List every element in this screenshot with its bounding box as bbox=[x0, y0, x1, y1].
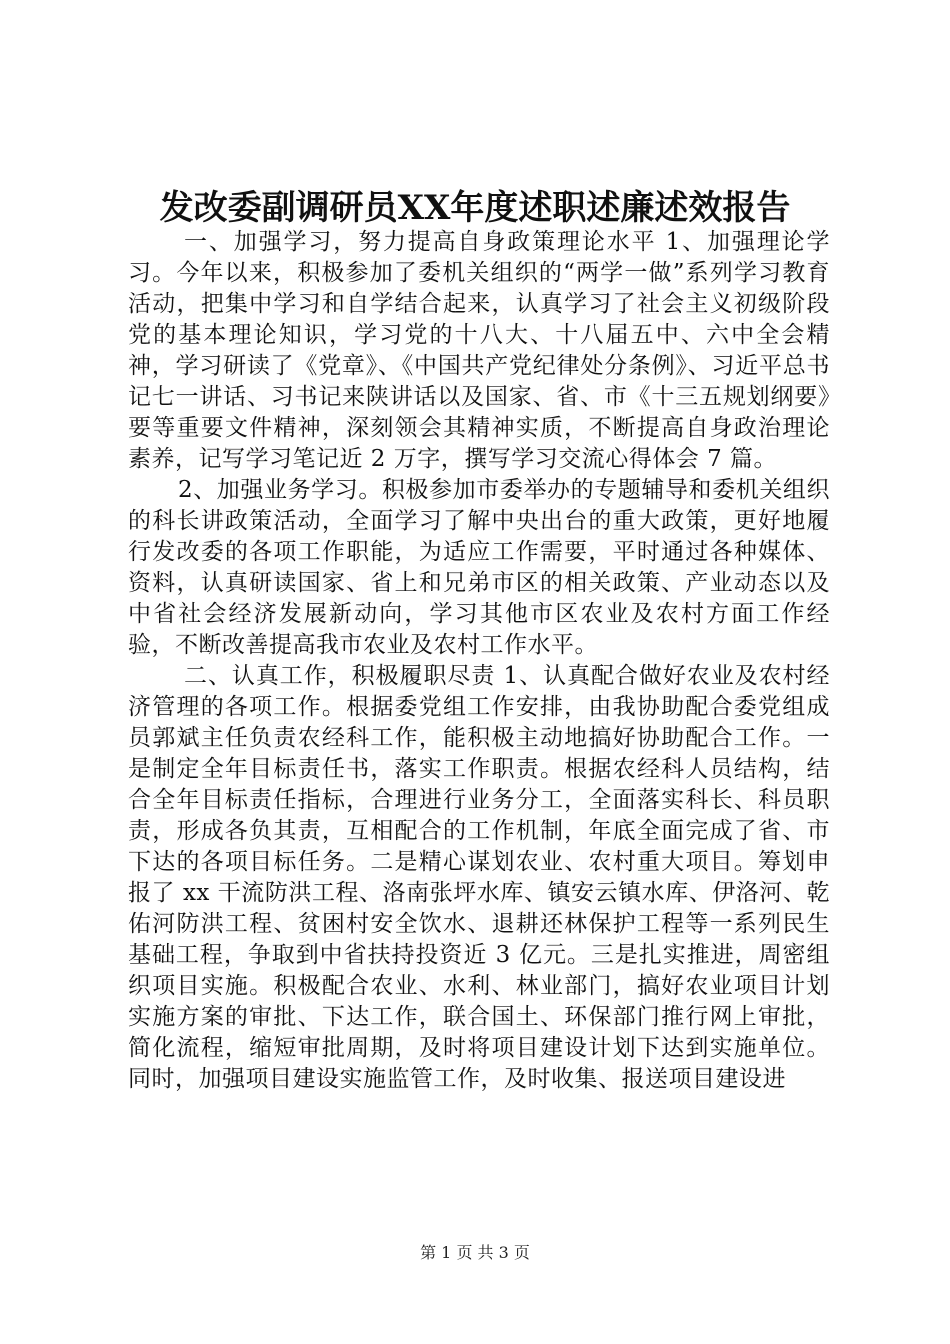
document-body bbox=[128, 227, 830, 1095]
paragraph: 二、认真工作，积极履职尽责 1、认真配合做好农业及农村经济管理的各项工作。根据委党组工作安排，由我协助配合委党组成员郭斌主任负责农经科工作，能积极主动地搞好协助配合工作。一是制定全年目标责任书，落实工作职责。根据农经科人员结构，结合全年目标责任指标，合理进行业务分工，全面落实科长、科员职责，形成各负其责，互相配合的工作机制，年底全面完成了省、市下达的各项目标任务。二是精心谋划农业、农村重大项目。筹划申报了 xx 干流防洪工程、洛南张坪水库、镇安云镇水库、伊洛河、乾佑河防洪工程、贫困村安全饮水、退耕还林保护工程等一系列民生基础工程，争取到中省扶持投资近 3 亿元。三是扎实推进，周密组织项目实施。积极配合农业、水利、林业部门，搞好农业项目计划实施方案的审批、下达工作，联合国土、环保部门推行网上审批，简化流程，缩短审批周期，及时将项目建设计划下达到实施单位。同时，加强项目建设实施监管工作，及时收集、报送项目建设进 bbox=[128, 663, 830, 1092]
document-title: 发改委副调研员XX年度述职述廉述效报告 bbox=[159, 188, 791, 228]
page-number: 第 1 页 bbox=[420, 1243, 473, 1262]
page-footer bbox=[0, 1242, 950, 1264]
page-total: 共 3 页 bbox=[477, 1243, 530, 1262]
paragraph: 2、加强业务学习。积极参加市委举办的专题辅导和委机关组织的科长讲政策活动，全面学习了解中央出台的重大政策，更好地履行发改委的各项工作职能，为适应工作需要，平时通过各种媒体、资料，认真研读国家、省上和兄弟市区的相关政策、产业动态以及中省社会经济发展新动向，学习其他市区农业及农村方面工作经验，不断改善提高我市农业及农村工作水平。 bbox=[128, 477, 830, 658]
paragraph: 一、加强学习，努力提高自身政策理论水平 1、加强理论学习。今年以来，积极参加了委机关组织的“两学一做”系列学习教育活动，把集中学习和自学结合起来，认真学习了社会主义初级阶段党的基本理论知识，学习党的十八大、十八届五中、六中全会精神，学习研读了《党章》、《中国共产党纪律处分条例》、习近平总书记七一讲话、习书记来陕讲话以及国家、省、市《十三五规划纲要》要等重要文件精神，深刻领会其精神实质，不断提高自身政治理论素养，记写学习笔记近 2 万字，撰写学习交流心得体会 7 篇。 bbox=[128, 229, 830, 472]
